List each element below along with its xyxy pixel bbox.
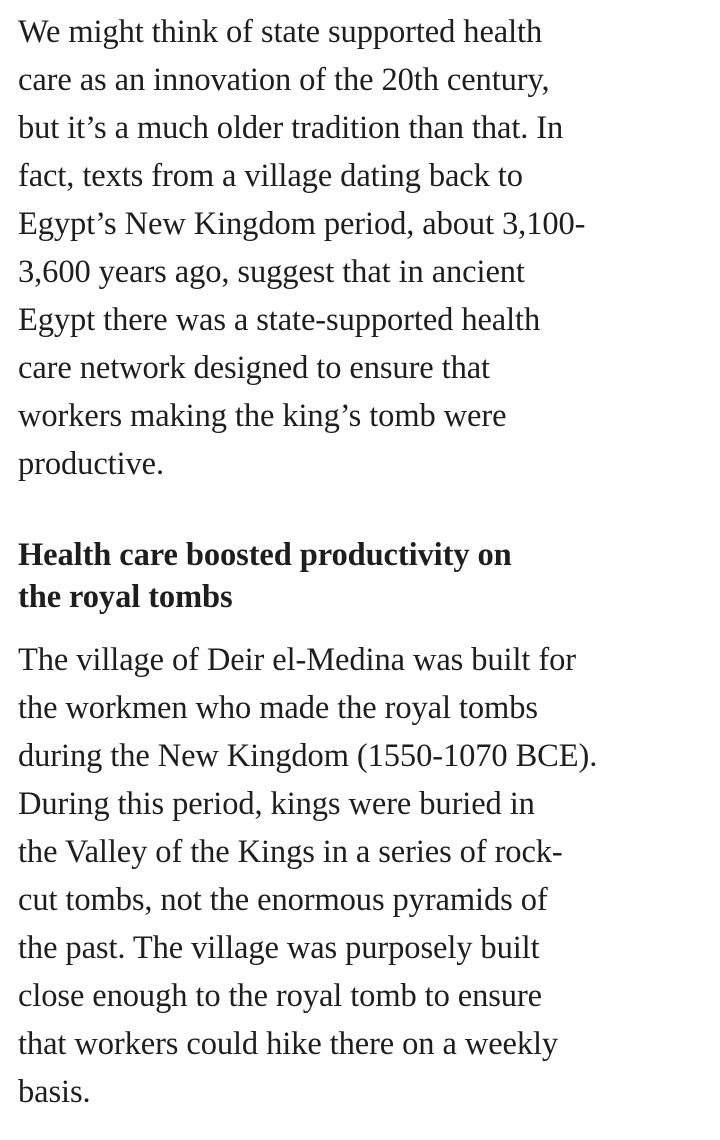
text-line: basis.	[18, 1074, 91, 1110]
text-line: Egypt there was a state-supported health	[18, 302, 541, 338]
text-line: the workmen who made the royal tombs	[18, 690, 538, 726]
intro-paragraph	[18, 8, 585, 488]
text-line: during the New Kingdom (1550-1070 BCE).	[18, 738, 598, 774]
text-line: care as an innovation of the 20th century,	[18, 62, 550, 98]
text-line: care network designed to ensure that	[18, 350, 490, 386]
text-line: workers making the king’s tomb were	[18, 398, 507, 434]
text-line: During this period, kings were buried in	[18, 786, 535, 822]
text-line: but it’s a much older tradition than that. In	[18, 110, 564, 146]
heading-line: Health care boosted productivity on	[18, 537, 512, 573]
text-line: that workers could hike there on a weekly	[18, 1026, 559, 1062]
section-paragraph	[18, 636, 597, 1116]
text-line: the Valley of the Kings in a series of rock-	[18, 834, 563, 870]
text-line: Egypt’s New Kingdom period, about 3,100-	[18, 206, 586, 242]
text-line: productive.	[18, 446, 165, 482]
section-heading	[18, 534, 512, 618]
text-line: close enough to the royal tomb to ensure	[18, 978, 542, 1014]
text-line: The village of Deir el-Medina was built for	[18, 642, 576, 678]
heading-line: the royal tombs	[18, 579, 233, 615]
text-line: the past. The village was purposely built	[18, 930, 540, 966]
text-line: fact, texts from a village dating back to	[18, 158, 523, 194]
text-line: cut tombs, not the enormous pyramids of	[18, 882, 548, 918]
text-line: 3,600 years ago, suggest that in ancient	[18, 254, 525, 290]
text-line: We might think of state supported health	[18, 14, 543, 50]
